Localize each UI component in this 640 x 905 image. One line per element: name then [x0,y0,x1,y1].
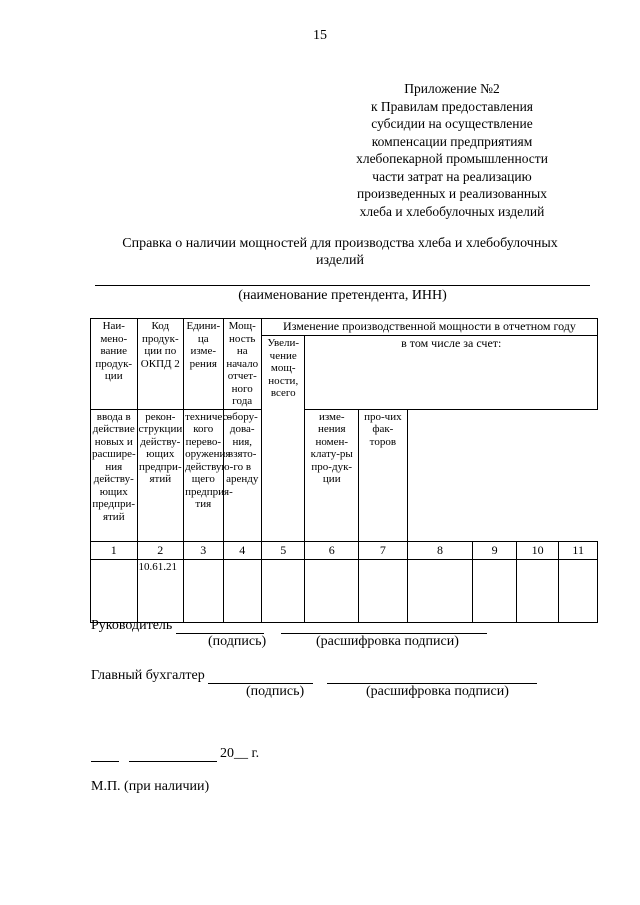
head-label: Руководитель [91,618,173,633]
title-line: Справка о наличии мощностей для производства хлеба и хлебобулочных [122,236,558,251]
appendix-line: компенсации предприятиям [371,133,533,149]
header-sub-new-capacity: ввода в действие новых и расшире-ния действу-ющих предпри-ятий [91,409,138,541]
accountant-decode-caption: (расшифровка подписи) [366,684,509,699]
cell-product-name[interactable] [91,559,138,622]
appendix-line: части затрат на реализацию [372,168,532,184]
header-sub-reequipment: техничес-кого перево-оружения действую-щего предприя-тия [184,409,223,541]
column-number: 9 [473,541,517,559]
head-sign-caption: (подпись) [208,634,267,649]
applicant-name-line [95,285,590,286]
header-product-name: Наи-мено-вание продук-ции [91,319,138,410]
cell-capacity-start[interactable] [223,559,261,622]
header-sub-nomenclature: изме-нения номен-клату-ры про-дук-ции [305,409,359,541]
cell-sub-leased-equipment[interactable] [473,559,517,622]
appendix-line: к Правилам предоставления [370,98,534,114]
appendix-line: Приложение №2 [404,81,500,96]
cell-increase-total[interactable] [261,559,305,622]
cell-sub-other[interactable] [559,559,598,622]
head-signature-row [91,618,487,634]
appendix-header [322,80,582,220]
cell-sub-nomenclature[interactable] [516,559,558,622]
title-line: изделий [315,253,365,268]
column-number: 1 [91,541,138,559]
column-number: 7 [359,541,408,559]
date-month-field[interactable] [129,747,217,762]
cell-sub-reequipment[interactable] [407,559,473,622]
header-sub-other: про-чих фак-торов [359,409,408,541]
header-capacity-change: Изменение производственной мощности в отчетном году [261,319,597,336]
column-number: 4 [223,541,261,559]
cell-sub-new-capacity[interactable] [305,559,359,622]
cell-unit[interactable] [184,559,223,622]
appendix-line: хлебопекарной промышленности [356,151,548,166]
appendix-line: произведенных и реализованных [357,186,547,201]
header-including: в том числе за счет: [305,336,598,410]
date-year-text: 20__ г. [220,746,260,761]
accountant-signature-field[interactable] [208,669,313,684]
accountant-label: Главный бухгалтер [91,668,205,683]
head-decode-field[interactable] [281,619,487,634]
accountant-decode-field[interactable] [327,669,537,684]
head-decode-caption: (расшифровка подписи) [316,634,459,649]
header-unit: Едини-ца изме-рения [184,319,223,410]
document-title [90,235,590,269]
head-signature-field[interactable] [176,619,264,634]
capacity-table [90,318,598,623]
stamp-note: М.П. (при наличии) [91,779,210,794]
column-number: 11 [559,541,598,559]
appendix-line: хлеба и хлебобулочных изделий [359,203,545,219]
date-row [91,746,259,762]
header-increase-total: Увели-чение мощ-ности, всего [261,336,305,542]
column-number: 8 [407,541,473,559]
header-product-code: Код продук-ции по ОКПД 2 [137,319,184,410]
column-number: 5 [261,541,305,559]
column-number: 3 [184,541,223,559]
column-number: 2 [137,541,184,559]
cell-product-code[interactable]: 10.61.21 [137,559,184,622]
cell-sub-reconstruction[interactable] [359,559,408,622]
page-number: 15 [313,28,327,43]
accountant-signature-row [91,668,537,684]
accountant-sign-caption: (подпись) [246,684,305,699]
date-day-field[interactable] [91,747,119,762]
header-sub-leased-equipment: обору-дова-ния, взято-го в аренду [223,409,261,541]
header-capacity-start: Мощ-ность на начало отчет-ного года [223,319,261,410]
applicant-caption: (наименование претендента, ИНН) [238,288,447,303]
column-number: 10 [516,541,558,559]
header-sub-reconstruction: рекон-струкции действу-ющих предпри-ятий [137,409,184,541]
column-number: 6 [305,541,359,559]
appendix-line: субсидии на осуществление [371,116,533,131]
